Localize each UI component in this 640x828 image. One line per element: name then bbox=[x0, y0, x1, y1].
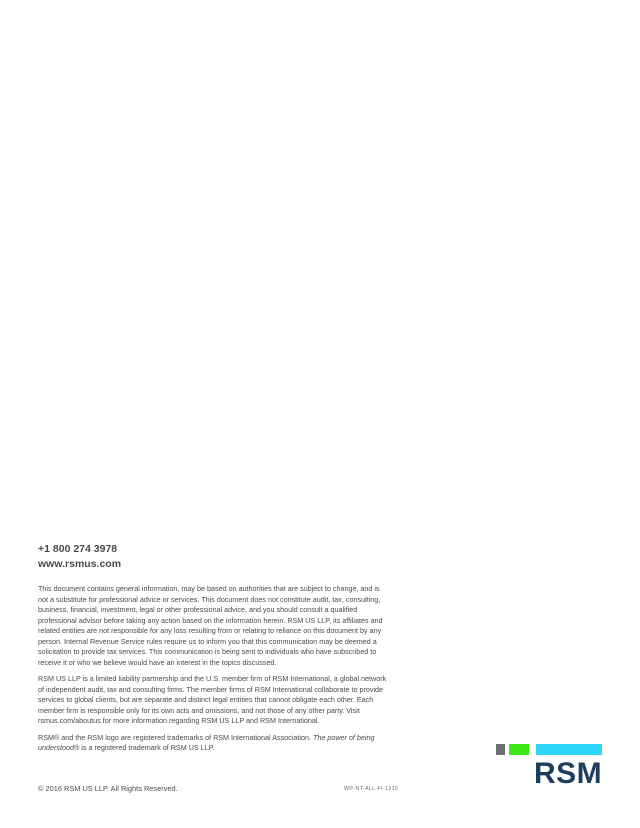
contact-block bbox=[38, 542, 398, 572]
copyright-notice: © 2016 RSM US LLP. All Rights Reserved. bbox=[38, 784, 178, 793]
trademark-suffix: is a registered trademark of RSM US LLP. bbox=[79, 743, 215, 752]
phone-number: +1 800 274 3978 bbox=[38, 543, 118, 555]
website-link[interactable]: www.rsmus.com bbox=[38, 558, 122, 570]
logo-blue-bar bbox=[536, 744, 602, 755]
tagline-trademark: The power of being understood® bbox=[38, 732, 375, 752]
rsm-logo bbox=[496, 744, 604, 792]
logo-gray-bar bbox=[496, 744, 505, 755]
logo-green-bar bbox=[509, 744, 529, 755]
logo-wordmark: RSM bbox=[534, 757, 603, 790]
disclaimer-paragraph-general: This document contains general information, may be based on authorities that are subject to change, and is not a substitute for professional advice or services. This document does not constitute audit, tax, consulting, business, financial, investment, legal or other professional advice, and you should consult a qualified professional advisor before taking any action based on the information herein. RSM US LLP, its affiliates and related entities are not responsible for any loss resulting from or relating to reliance on this document by any person. Internal Revenue Service rules require us to inform you that this communication may be deemed a solicitation to provide tax services. This communication is being sent to individuals who have subscribed to receive it or who we believe would have an interest in the topics discussed. bbox=[38, 584, 383, 667]
trademark-notice bbox=[38, 733, 390, 754]
document-id: WP-NT-ALL-FI-1215 bbox=[344, 786, 399, 792]
trademark-prefix: RSM® and the RSM logo are registered trademarks of RSM International Association. bbox=[38, 732, 313, 742]
disclaimer-paragraph-network: RSM US LLP is a limited liability partnership and the U.S. member firm of RSM International, a global network of independent audit, tax and consulting firms. The member firms of RSM International collaborate to provide services to global clients, but are separate and distinct legal entities that cannot obligate each other. Each member firm is responsible only for its own acts and omissions, and not those of any other party. Visit rsmus.com/aboutus for more information regarding RSM US LLP and RSM International. bbox=[38, 674, 387, 725]
disclaimer-block bbox=[38, 584, 390, 760]
